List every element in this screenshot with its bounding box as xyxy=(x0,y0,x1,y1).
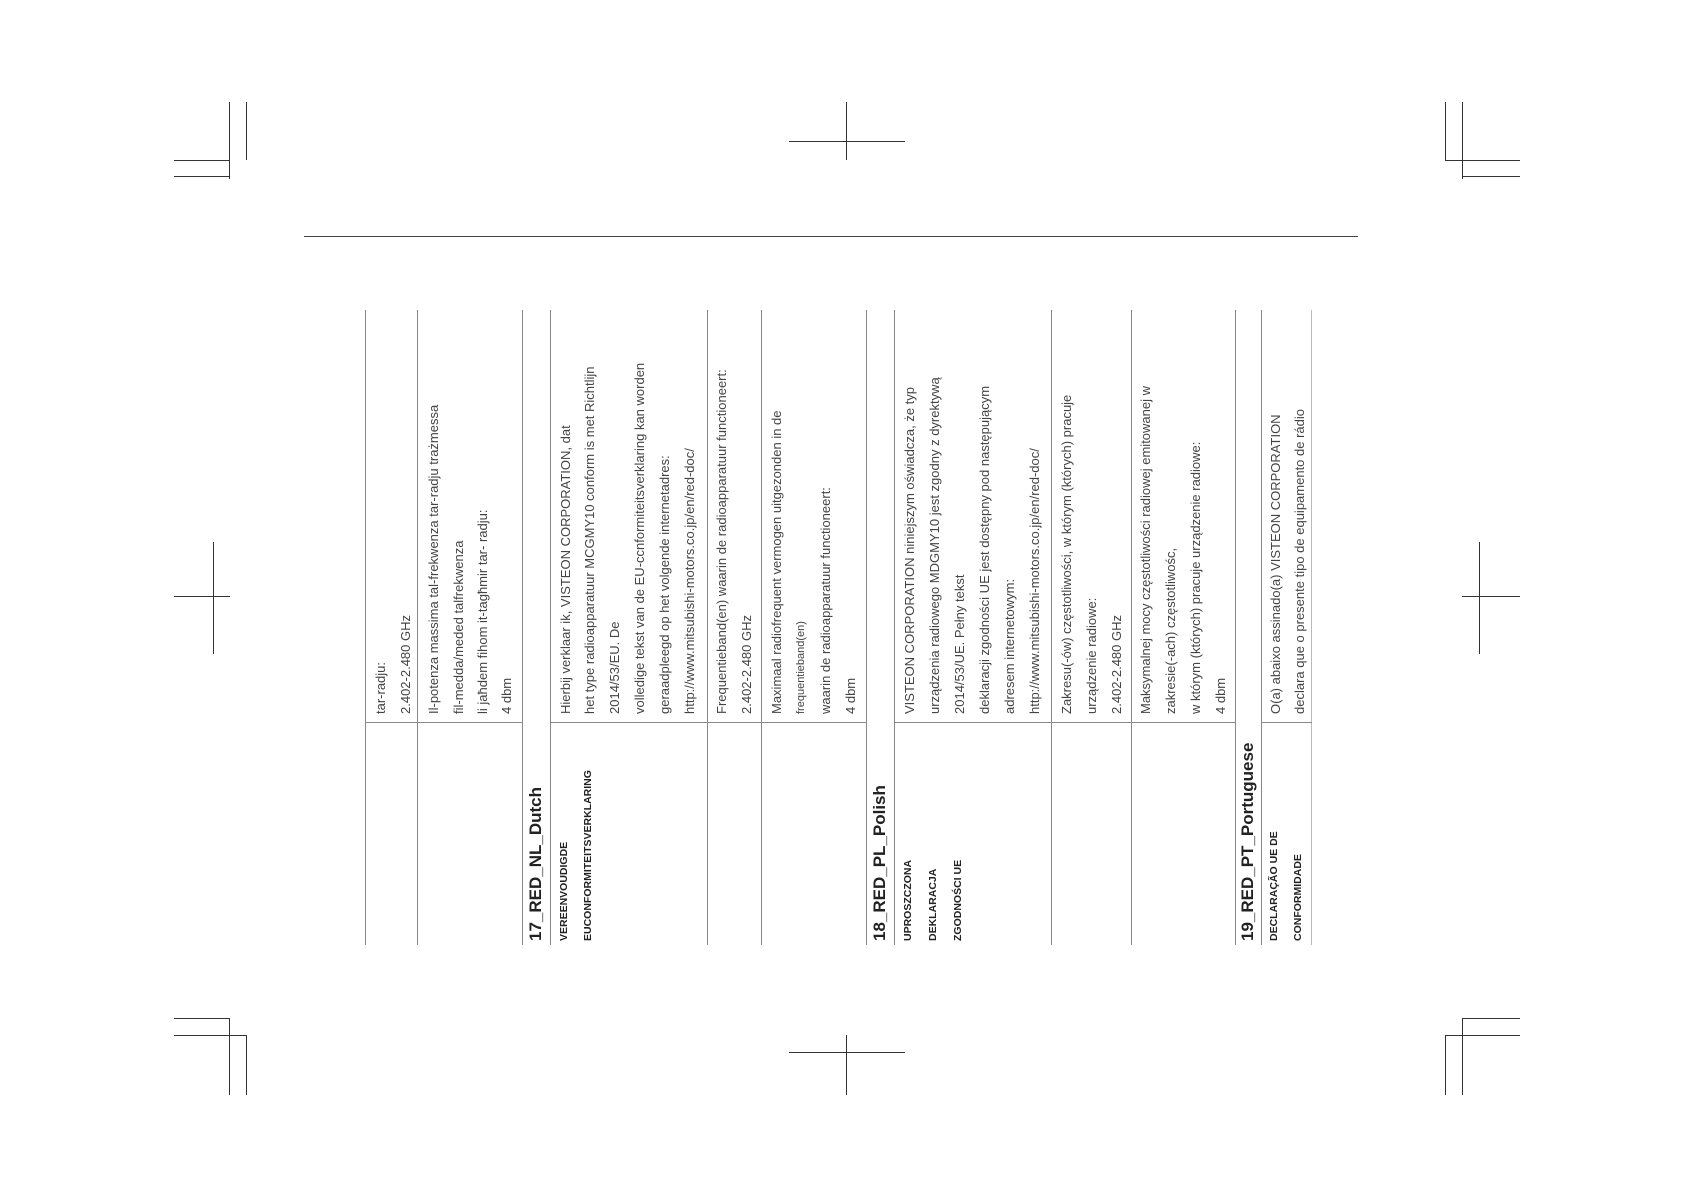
value-line: adresem internetowym: xyxy=(1002,578,1017,714)
value-cell xyxy=(365,310,417,722)
value-line: 4 dbm xyxy=(843,677,858,714)
table-row xyxy=(417,310,522,945)
value-line: 2014/53/EU. De xyxy=(607,621,622,714)
value-line: het type radioapparatuur MCGMY10 conform is met Richtlijn xyxy=(582,366,597,714)
value-line: volledige tekst van de EU-ccnformiteitsverklaring kan worden xyxy=(632,362,647,714)
value-line: geraadpleegd op het volgende internetadres: xyxy=(657,455,672,714)
value-line: 4 dbm xyxy=(499,677,514,714)
table-row xyxy=(1261,310,1312,945)
value-cell xyxy=(761,310,866,722)
label-cell xyxy=(1131,722,1235,945)
label-cell xyxy=(761,722,866,945)
value-line: declara que o presente tipo de equipamento de rádio xyxy=(1292,409,1307,714)
label-line: DEKLARACJA xyxy=(927,868,939,941)
section-header-polish xyxy=(866,310,894,945)
label-cell xyxy=(707,722,761,945)
label-line: UPROSZCZONA xyxy=(902,859,914,941)
header-rule xyxy=(304,236,1358,237)
value-line: http://www.mitsubishi-motors.co.jp/en/red-doc/ xyxy=(682,448,697,714)
value-line: 2.402-2.480 GHz xyxy=(398,614,413,714)
value-line: tar-radju: xyxy=(373,661,388,714)
value-line: Maximaal radiofrequent vermogen uitgezonden in de xyxy=(769,410,784,714)
section-header-dutch xyxy=(522,310,550,945)
value-cell xyxy=(550,310,707,722)
value-line: Maksymalnej mocy częstotliwości radiowej emitowanej w xyxy=(1138,386,1153,714)
value-line: w którym (których) pracuje urządzenie radiowe: xyxy=(1188,441,1203,714)
label-cell xyxy=(894,722,1051,945)
table-row xyxy=(761,310,866,945)
value-line: zakresie(-ach) częstotliwośc, xyxy=(1163,547,1178,714)
value-line: Hierbij verklaar ik, VISTEON CORPORATION, dat xyxy=(558,425,573,714)
value-line: 4 dbm xyxy=(1213,677,1228,714)
value-line: deklaracji zgodności UE jest dostępny pod następującym xyxy=(977,385,992,714)
value-line: 2.402-2.480 GHz xyxy=(1109,614,1124,714)
value-cell xyxy=(1261,310,1312,722)
value-line: Frequentieband(en) waarin de radioapparatuur functioneert: xyxy=(714,369,729,714)
value-line: urządzenie radiowe: xyxy=(1084,597,1099,714)
section-header-portuguese xyxy=(1235,310,1261,945)
value-line: 2014/53/UE. Pełny tekst xyxy=(952,574,967,714)
label-line: ZGODNOŚCI UE xyxy=(952,859,964,941)
value-cell xyxy=(707,310,761,722)
section-title: 18_RED_PL_Polish xyxy=(870,785,889,941)
table-row xyxy=(550,310,707,945)
label-line: VEREENVOUDIGDE xyxy=(558,841,570,941)
value-line: urządzenia radiowego MDGMY10 jest zgodny z dyrektywą xyxy=(927,377,942,714)
value-line: frequentieband(en) xyxy=(795,621,807,714)
value-line: li jaħdem fihom it-tagħmir tar- radju: xyxy=(475,509,490,714)
label-cell xyxy=(417,722,522,945)
value-line: VISTEON CORPORATION niniejszym oświadcza, że typ xyxy=(902,386,917,714)
label-cell xyxy=(550,722,707,945)
table-row xyxy=(707,310,761,945)
value-line: waarin de radioapparatuur functioneert: xyxy=(818,487,833,714)
value-line: Zakresu(-ów) częstotliwości, w którym (których) pracuje xyxy=(1059,394,1074,714)
table-row xyxy=(1051,310,1131,945)
value-cell xyxy=(1051,310,1131,722)
value-line: 2.402-2.480 GHz xyxy=(739,614,754,714)
value-cell xyxy=(1131,310,1235,722)
value-line: Il-potenza massima tal-frekwenza tar-radju trażmessa xyxy=(426,404,441,714)
declaration-table xyxy=(365,310,1312,945)
section-title: 17_RED_NL_Dutch xyxy=(526,787,545,941)
table-row xyxy=(894,310,1051,945)
label-line: DECLARAÇÃO UE DE xyxy=(1268,831,1280,941)
table-row xyxy=(365,310,417,945)
value-cell xyxy=(417,310,522,722)
section-title: 19_RED_PT_Portuguese xyxy=(1238,742,1257,941)
label-cell xyxy=(1261,722,1312,945)
label-cell xyxy=(1051,722,1131,945)
value-line: fil-medda/meded talfrekwenza xyxy=(451,540,466,714)
value-cell xyxy=(894,310,1051,722)
label-line: EUCONFORMITEITSVERKLARING xyxy=(582,770,594,941)
label-line: CONFORMIDADE xyxy=(1292,854,1304,941)
value-line: http://www.mitsubishi-motors.co.jp/en/red-doc/ xyxy=(1027,448,1042,714)
value-line: O(a) abaixo assinado(a) VISTEON CORPORATION xyxy=(1268,414,1283,714)
table-row xyxy=(1131,310,1235,945)
label-cell xyxy=(365,722,417,945)
